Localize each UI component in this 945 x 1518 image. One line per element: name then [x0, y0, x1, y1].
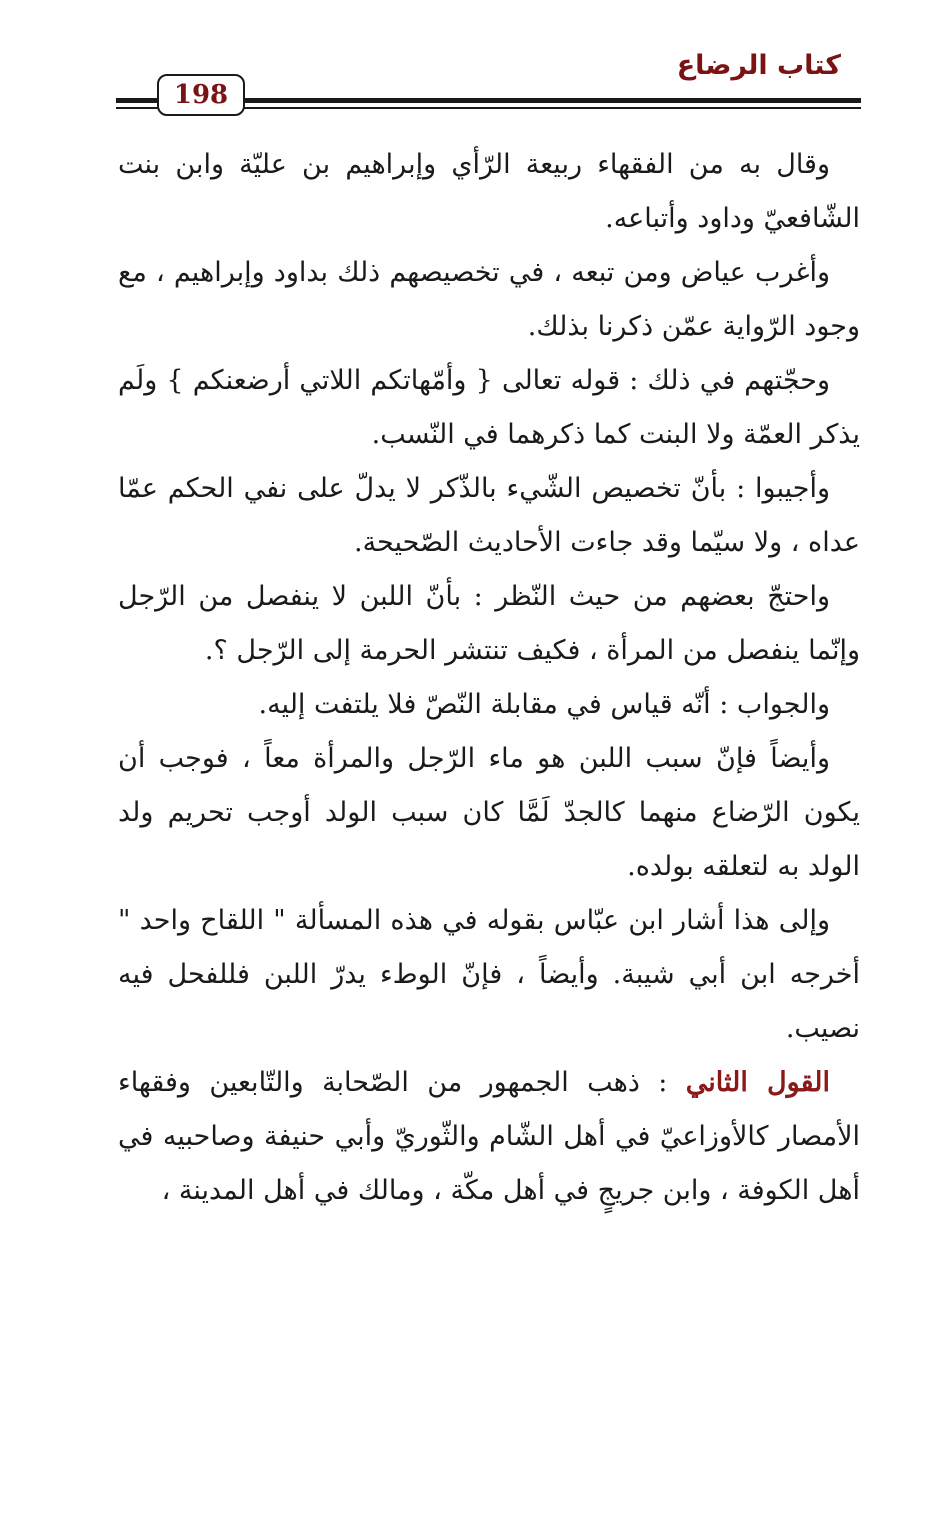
page-number: 198	[157, 74, 245, 116]
final-paragraph-text: : ذهب الجمهور من الصّحابة والتّابعين وفقهاء الأمصار كالأوزاعيّ في أهل الشّام والثّوريّ وأبي حنيفة وصاحبيه في أهل الكوفة ، وابن جريجٍ في أهل مكّة ، ومالك في أهل المدينة ،	[118, 1067, 860, 1206]
paragraph: وأيضاً فإنّ سبب اللبن هو ماء الرّجل والمرأة معاً ، فوجب أن يكون الرّضاع منهما كالجدّ لَمَّا كان سبب الولد أوجب تحريم ولد الولد به لتعلقه بولده.	[118, 743, 860, 882]
page-body	[118, 138, 860, 1218]
book-title: كتاب الرضاع	[676, 50, 841, 81]
paragraph: وإلى هذا أشار ابن عبّاس بقوله في هذه المسألة " اللقاح واحد " أخرجه ابن أبي شيبة. وأيضاً ، فإنّ الوطء يدرّ اللبن فللفحل فيه نصيب.	[118, 905, 860, 1044]
final-paragraph	[118, 1056, 860, 1218]
section-heading: القول الثاني	[685, 1067, 830, 1098]
paragraph: والجواب : أنّه قياس في مقابلة النّصّ فلا يلتفت إليه.	[258, 689, 830, 720]
paragraph: وحجّتهم في ذلك : قوله تعالى { وأمّهاتكم اللاتي أرضعنكم } ولَم يذكر العمّة ولا البنت كما ذكرهما في النّسب.	[118, 365, 860, 450]
paragraph: وأجيبوا : بأنّ تخصيص الشّيء بالذّكر لا يدلّ على نفي الحكم عمّا عداه ، ولا سيّما وقد جاءت الأحاديث الصّحيحة.	[118, 473, 860, 558]
page-header	[0, 0, 945, 130]
paragraph: وقال به من الفقهاء ربيعة الرّأي وإبراهيم بن عليّة وابن بنت الشّافعيّ وداود وأتباعه.	[118, 149, 860, 234]
paragraph: وأغرب عياض ومن تبعه ، في تخصيصهم ذلك بداود وإبراهيم ، مع وجود الرّواية عمّن ذكرنا بذلك.	[118, 257, 860, 342]
paragraph: واحتجّ بعضهم من حيث النّظر : بأنّ اللبن لا ينفصل من الرّجل وإنّما ينفصل من المرأة ، فكيف تنتشر الحرمة إلى الرّجل ؟.	[118, 581, 860, 666]
